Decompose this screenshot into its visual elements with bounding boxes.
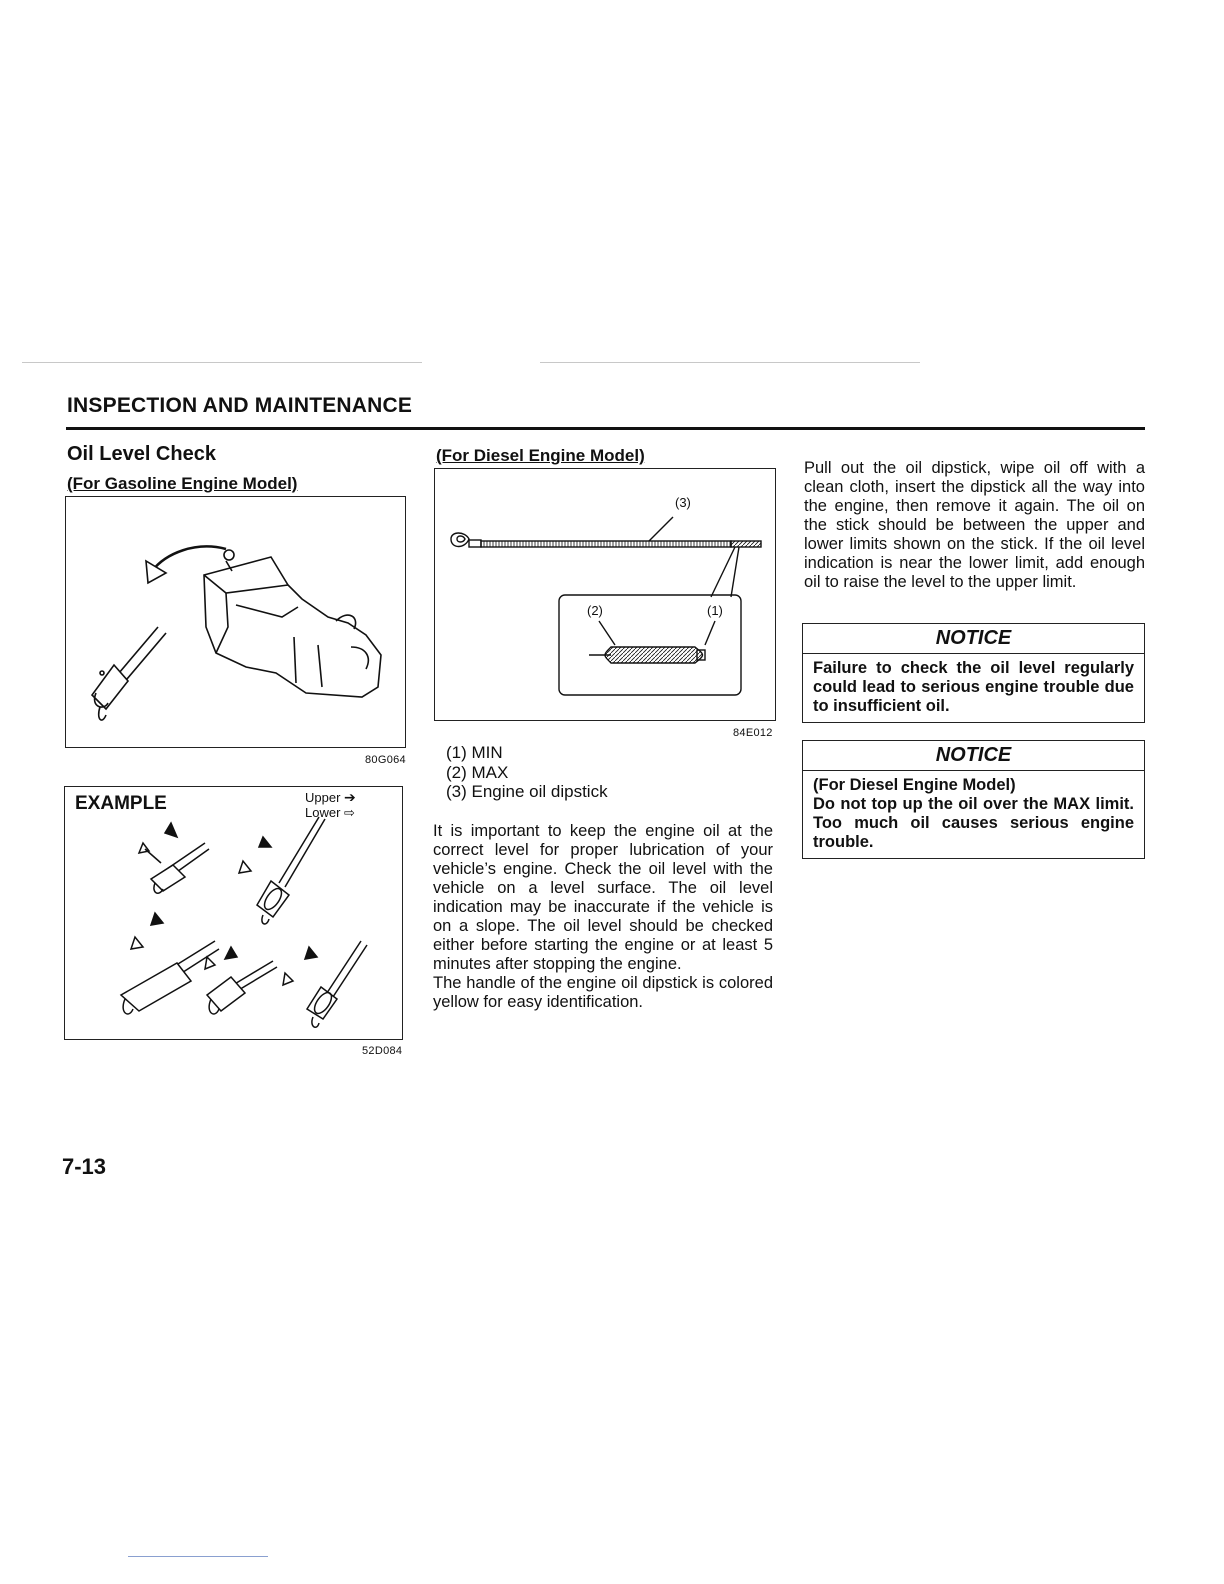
- lower-label-text: Lower: [305, 805, 341, 820]
- diesel-dipstick-illustration: [435, 469, 777, 722]
- gasoline-model-subheading: (For Gasoline Engine Model): [67, 474, 298, 493]
- notice-title-1: NOTICE: [803, 624, 1144, 654]
- section-header: INSPECTION AND MAINTENANCE: [67, 394, 413, 417]
- diesel-dipstick-figure: [434, 468, 776, 721]
- figure-code-84E012: 84E012: [733, 727, 773, 739]
- scan-artifact: [22, 362, 422, 363]
- paragraph-oil-level: It is important to keep the engine oil at the correct level for proper lubrication of your vehicle’s engine. Check the oil level with the vehicle on a level surface. The oil level indication may be inaccurate if the vehicle is on a slope. The oil level should be checked either before starting the engine or at least 5 minutes after stopping the engine.: [433, 822, 773, 973]
- scan-artifact: [128, 1556, 268, 1557]
- header-rule: [66, 427, 1145, 430]
- figure-legend: [446, 743, 608, 802]
- notice-title-2: NOTICE: [803, 741, 1144, 771]
- example-label: EXAMPLE: [75, 793, 167, 814]
- paragraph-procedure: Pull out the oil dipstick, wipe oil off with a clean cloth, insert the dipstick all the way into the engine, then remove it again. The oil on the stick should be between the upper and lower limits shown on the stick. If the oil level indication is near the lower limit, add enough oil to raise the level to the upper limit.: [804, 459, 1145, 591]
- gasoline-engine-figure: [65, 496, 406, 748]
- page-number: 7-13: [62, 1154, 107, 1179]
- paragraph-handle-color: The handle of the engine oil dipstick is colored yellow for easy identification.: [433, 974, 773, 1011]
- diesel-model-subheading: (For Diesel Engine Model): [436, 446, 645, 465]
- scan-artifact: [540, 362, 920, 363]
- notice-body-2: [803, 771, 1144, 858]
- hollow-arrow-icon: ⇨: [344, 805, 355, 820]
- notice-body-1: [803, 654, 1144, 722]
- upper-label-text: Upper: [305, 790, 341, 805]
- notice-text-2-line2: Do not top up the oil over the MAX limit. Too much oil causes serious engine trouble.: [813, 795, 1134, 851]
- dipstick-examples-illustration: [65, 787, 404, 1041]
- solid-arrow-icon: ➔: [344, 789, 356, 805]
- legend-item-min: (1) MIN: [446, 743, 503, 762]
- figure-code-52D084: 52D084: [362, 1045, 403, 1057]
- legend-item-max: (2) MAX: [446, 762, 509, 782]
- notice-box-2: [802, 740, 1145, 859]
- figure-code-80G064: 80G064: [365, 754, 406, 766]
- example-figure: [64, 786, 403, 1040]
- notice-box-1: [802, 623, 1145, 723]
- notice-text-1: Failure to check the oil level regularly could lead to serious engine trouble due to insufficient oil.: [813, 659, 1134, 715]
- notice-text-2-line1: (For Diesel Engine Model): [813, 776, 1016, 794]
- legend-item-dipstick: (3) Engine oil dipstick: [446, 782, 608, 801]
- dipstick-procedure: [804, 459, 1145, 592]
- callout-1: (1): [707, 603, 723, 618]
- oil-level-check-heading: Oil Level Check: [67, 443, 216, 465]
- engine-dipstick-illustration: [66, 497, 407, 749]
- oil-level-explanation: [433, 822, 773, 1012]
- callout-3: (3): [675, 495, 691, 510]
- callout-2: (2): [587, 603, 603, 618]
